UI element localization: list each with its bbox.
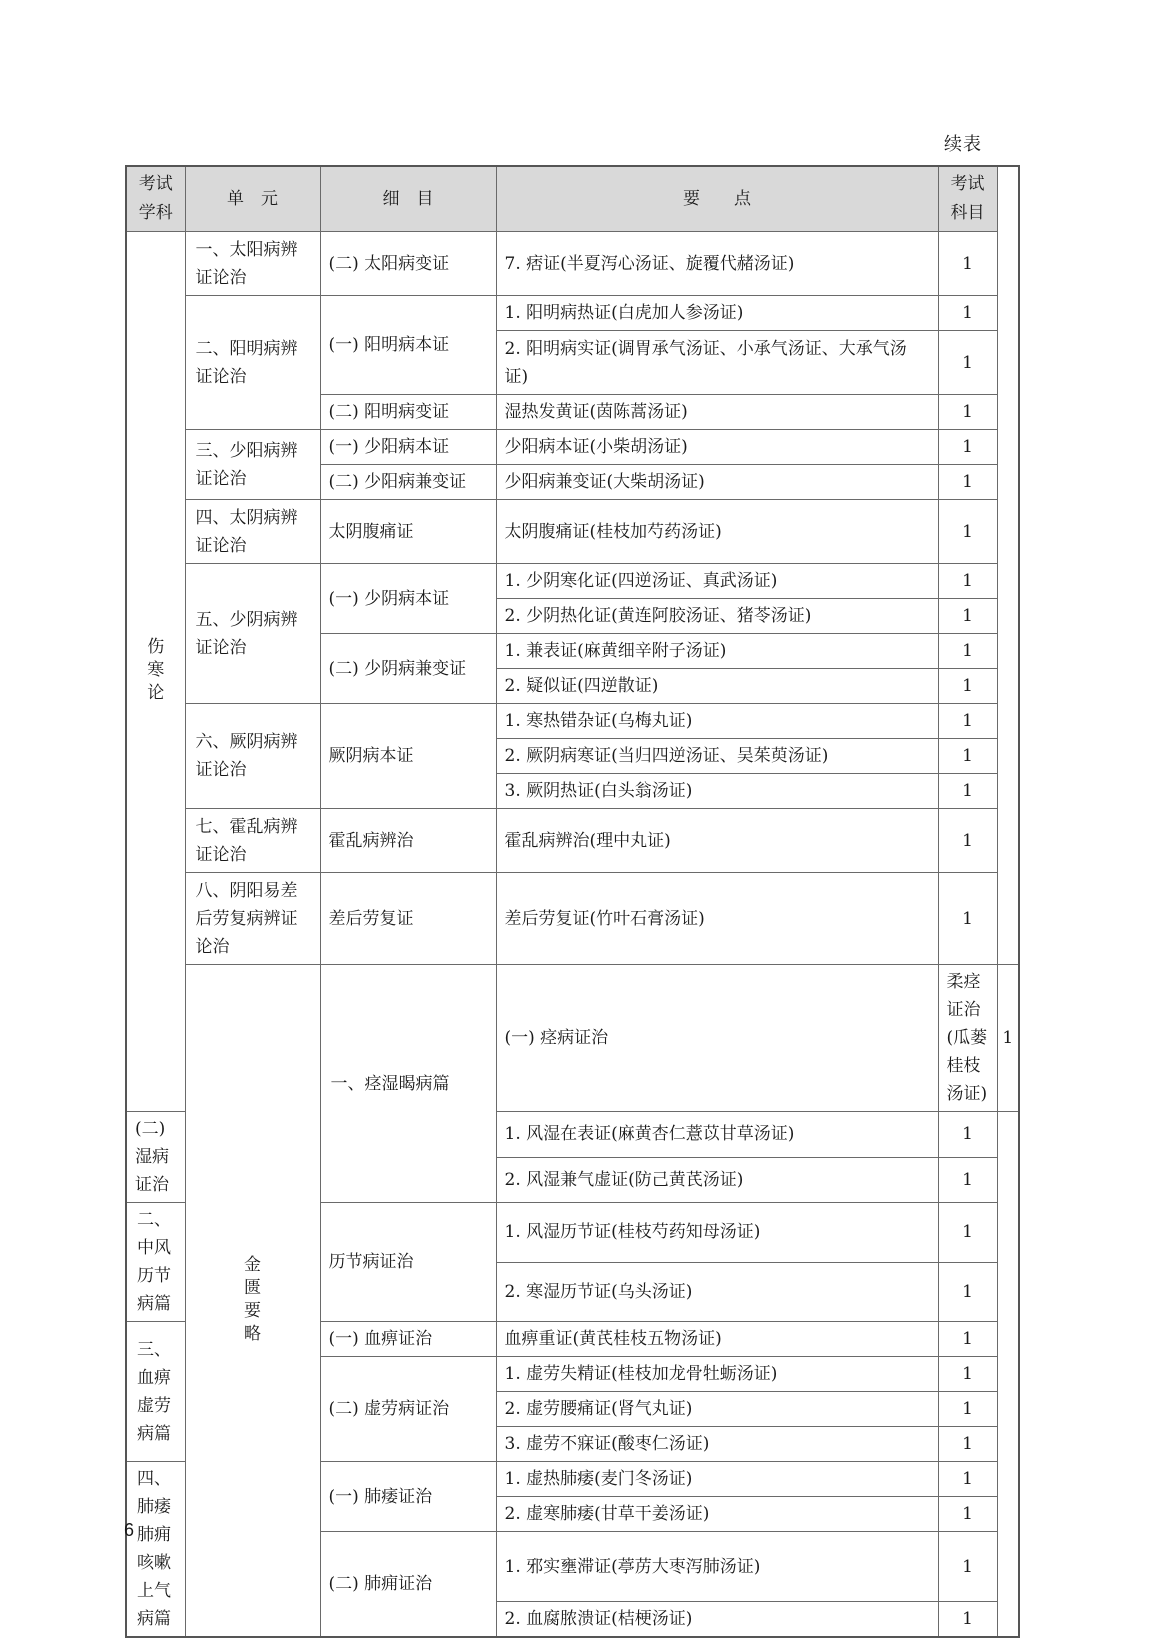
point-cell: 1. 虚劳失精证(桂枝加龙骨牡蛎汤证) (496, 1357, 938, 1392)
point-cell: 1. 少阴寒化证(四逆汤证、真武汤证) (496, 564, 938, 599)
point-cell: 少阳病兼变证(大柴胡汤证) (496, 465, 938, 500)
exam-cell: 1 (938, 1392, 997, 1427)
table-row (126, 296, 1019, 331)
point-cell: 7. 痞证(半夏泻心汤证、旋覆代赭汤证) (496, 232, 938, 296)
point-cell: 太阴腹痛证(桂枝加芍药汤证) (496, 500, 938, 564)
unit-cell: 六、厥阴病辨证论治 (185, 704, 320, 809)
point-cell: 2. 少阴热化证(黄连阿胶汤证、猪苓汤证) (496, 599, 938, 634)
exam-cell: 1 (938, 634, 997, 669)
exam-cell: 1 (938, 1602, 997, 1638)
exam-cell: 1 (938, 232, 997, 296)
table-header-row (126, 166, 1019, 232)
item-cell: (一) 少阴病本证 (320, 564, 496, 634)
item-cell: (一) 肺痿证治 (320, 1462, 496, 1532)
exam-cell: 1 (997, 965, 1019, 1112)
point-cell: 1. 风湿历节证(桂枝芍药知母汤证) (496, 1203, 938, 1263)
point-cell: 差后劳复证(竹叶石膏汤证) (496, 873, 938, 965)
point-cell: 湿热发黄证(茵陈蒿汤证) (496, 395, 938, 430)
unit-cell: 七、霍乱病辨证论治 (185, 809, 320, 873)
point-cell: 1. 邪实壅滞证(葶苈大枣泻肺汤证) (496, 1532, 938, 1602)
header-exam: 考试科目 (938, 166, 997, 232)
unit-cell: 三、少阳病辨证论治 (185, 430, 320, 500)
item-cell: (二) 少阴病兼变证 (320, 634, 496, 704)
item-cell: 历节病证治 (320, 1203, 496, 1322)
point-cell: 1. 寒热错杂证(乌梅丸证) (496, 704, 938, 739)
table-row (126, 500, 1019, 564)
point-cell: 1. 阳明病热证(白虎加人参汤证) (496, 296, 938, 331)
item-cell: (二) 少阳病兼变证 (320, 465, 496, 500)
exam-cell: 1 (938, 500, 997, 564)
item-cell: (二) 太阳病变证 (320, 232, 496, 296)
exam-cell: 1 (938, 1262, 997, 1322)
item-cell: (二) 虚劳病证治 (320, 1357, 496, 1462)
exam-cell: 1 (938, 1427, 997, 1462)
point-cell: 2. 风湿兼气虚证(防己黄芪汤证) (496, 1157, 938, 1203)
table-row (126, 232, 1019, 296)
exam-cell: 1 (938, 395, 997, 430)
header-subject: 考试学科 (126, 166, 185, 232)
unit-cell: 一、太阳病辨证论治 (185, 232, 320, 296)
syllabus-table (125, 165, 1020, 1638)
exam-cell: 1 (938, 1203, 997, 1263)
unit-cell: 二、阳明病辨证论治 (185, 296, 320, 430)
exam-cell: 1 (938, 669, 997, 704)
exam-cell: 1 (938, 873, 997, 965)
unit-cell: 四、肺痿肺痈咳嗽上气病篇 (126, 1462, 185, 1638)
item-cell: (二) 肺痈证治 (320, 1532, 496, 1638)
item-cell: 霍乱病辨治 (320, 809, 496, 873)
exam-cell: 1 (938, 564, 997, 599)
unit-cell: 五、少阴病辨证论治 (185, 564, 320, 704)
table-row (126, 704, 1019, 739)
table-row (126, 564, 1019, 599)
unit-cell: 二、中风历节病篇 (126, 1203, 185, 1322)
exam-cell: 1 (938, 1497, 997, 1532)
item-cell: (一) 少阳病本证 (320, 430, 496, 465)
subject-cell-shanghanlun: 伤寒论 (126, 232, 185, 1112)
table-row (126, 809, 1019, 873)
item-cell: 太阴腹痛证 (320, 500, 496, 564)
item-cell: (一) 阳明病本证 (320, 296, 496, 395)
exam-cell: 1 (938, 1462, 997, 1497)
point-cell: 霍乱病辨治(理中丸证) (496, 809, 938, 873)
exam-cell: 1 (938, 774, 997, 809)
exam-cell: 1 (938, 1357, 997, 1392)
exam-cell: 1 (938, 1112, 997, 1158)
point-cell: 2. 虚寒肺痿(甘草干姜汤证) (496, 1497, 938, 1532)
item-cell: 厥阴病本证 (320, 704, 496, 809)
exam-cell: 1 (938, 704, 997, 739)
exam-cell: 1 (938, 430, 997, 465)
point-cell: 2. 疑似证(四逆散证) (496, 669, 938, 704)
item-cell: (二) 湿病证治 (126, 1112, 185, 1203)
point-cell: 3. 虚劳不寐证(酸枣仁汤证) (496, 1427, 938, 1462)
point-cell: 3. 厥阴热证(白头翁汤证) (496, 774, 938, 809)
table-row (126, 873, 1019, 965)
exam-cell: 1 (938, 739, 997, 774)
point-cell: 1. 风湿在表证(麻黄杏仁薏苡甘草汤证) (496, 1112, 938, 1158)
exam-cell: 1 (938, 809, 997, 873)
point-cell: 柔痉证治(瓜蒌桂枝汤证) (938, 965, 997, 1112)
exam-cell: 1 (938, 1322, 997, 1357)
point-cell: 2. 虚劳腰痛证(肾气丸证) (496, 1392, 938, 1427)
point-cell: 少阳病本证(小柴胡汤证) (496, 430, 938, 465)
exam-cell: 1 (938, 465, 997, 500)
exam-cell: 1 (938, 331, 997, 395)
item-cell: (一) 痉病证治 (496, 965, 938, 1112)
unit-cell: 三、血痹虚劳病篇 (126, 1322, 185, 1462)
point-cell: 1. 虚热肺痿(麦门冬汤证) (496, 1462, 938, 1497)
point-cell: 血痹重证(黄芪桂枝五物汤证) (496, 1322, 938, 1357)
header-item: 细 目 (320, 166, 496, 232)
header-point: 要 点 (496, 166, 938, 232)
unit-cell: 四、太阴病辨证论治 (185, 500, 320, 564)
point-cell: 1. 兼表证(麻黄细辛附子汤证) (496, 634, 938, 669)
table-row (126, 965, 1019, 1112)
exam-cell: 1 (938, 296, 997, 331)
exam-cell: 1 (938, 599, 997, 634)
unit-cell: 八、阴阳易差后劳复病辨证论治 (185, 873, 320, 965)
header-unit: 单 元 (185, 166, 320, 232)
page-number: 6 (124, 1520, 135, 1540)
point-cell: 2. 寒湿历节证(乌头汤证) (496, 1262, 938, 1322)
continued-table-label: 续表 (944, 134, 982, 155)
item-cell: (二) 阳明病变证 (320, 395, 496, 430)
exam-cell: 1 (938, 1157, 997, 1203)
point-cell: 2. 厥阴病寒证(当归四逆汤证、吴茱萸汤证) (496, 739, 938, 774)
item-cell: 差后劳复证 (320, 873, 496, 965)
point-cell: 2. 血腐脓溃证(桔梗汤证) (496, 1602, 938, 1638)
subject-cell-jinguiyaolue: 金匮要略 (185, 965, 320, 1638)
exam-cell: 1 (938, 1532, 997, 1602)
table-row (126, 430, 1019, 465)
item-cell: (一) 血痹证治 (320, 1322, 496, 1357)
point-cell: 2. 阳明病实证(调胃承气汤证、小承气汤证、大承气汤证) (496, 331, 938, 395)
unit-cell: 一、痉湿暍病篇 (320, 965, 496, 1203)
